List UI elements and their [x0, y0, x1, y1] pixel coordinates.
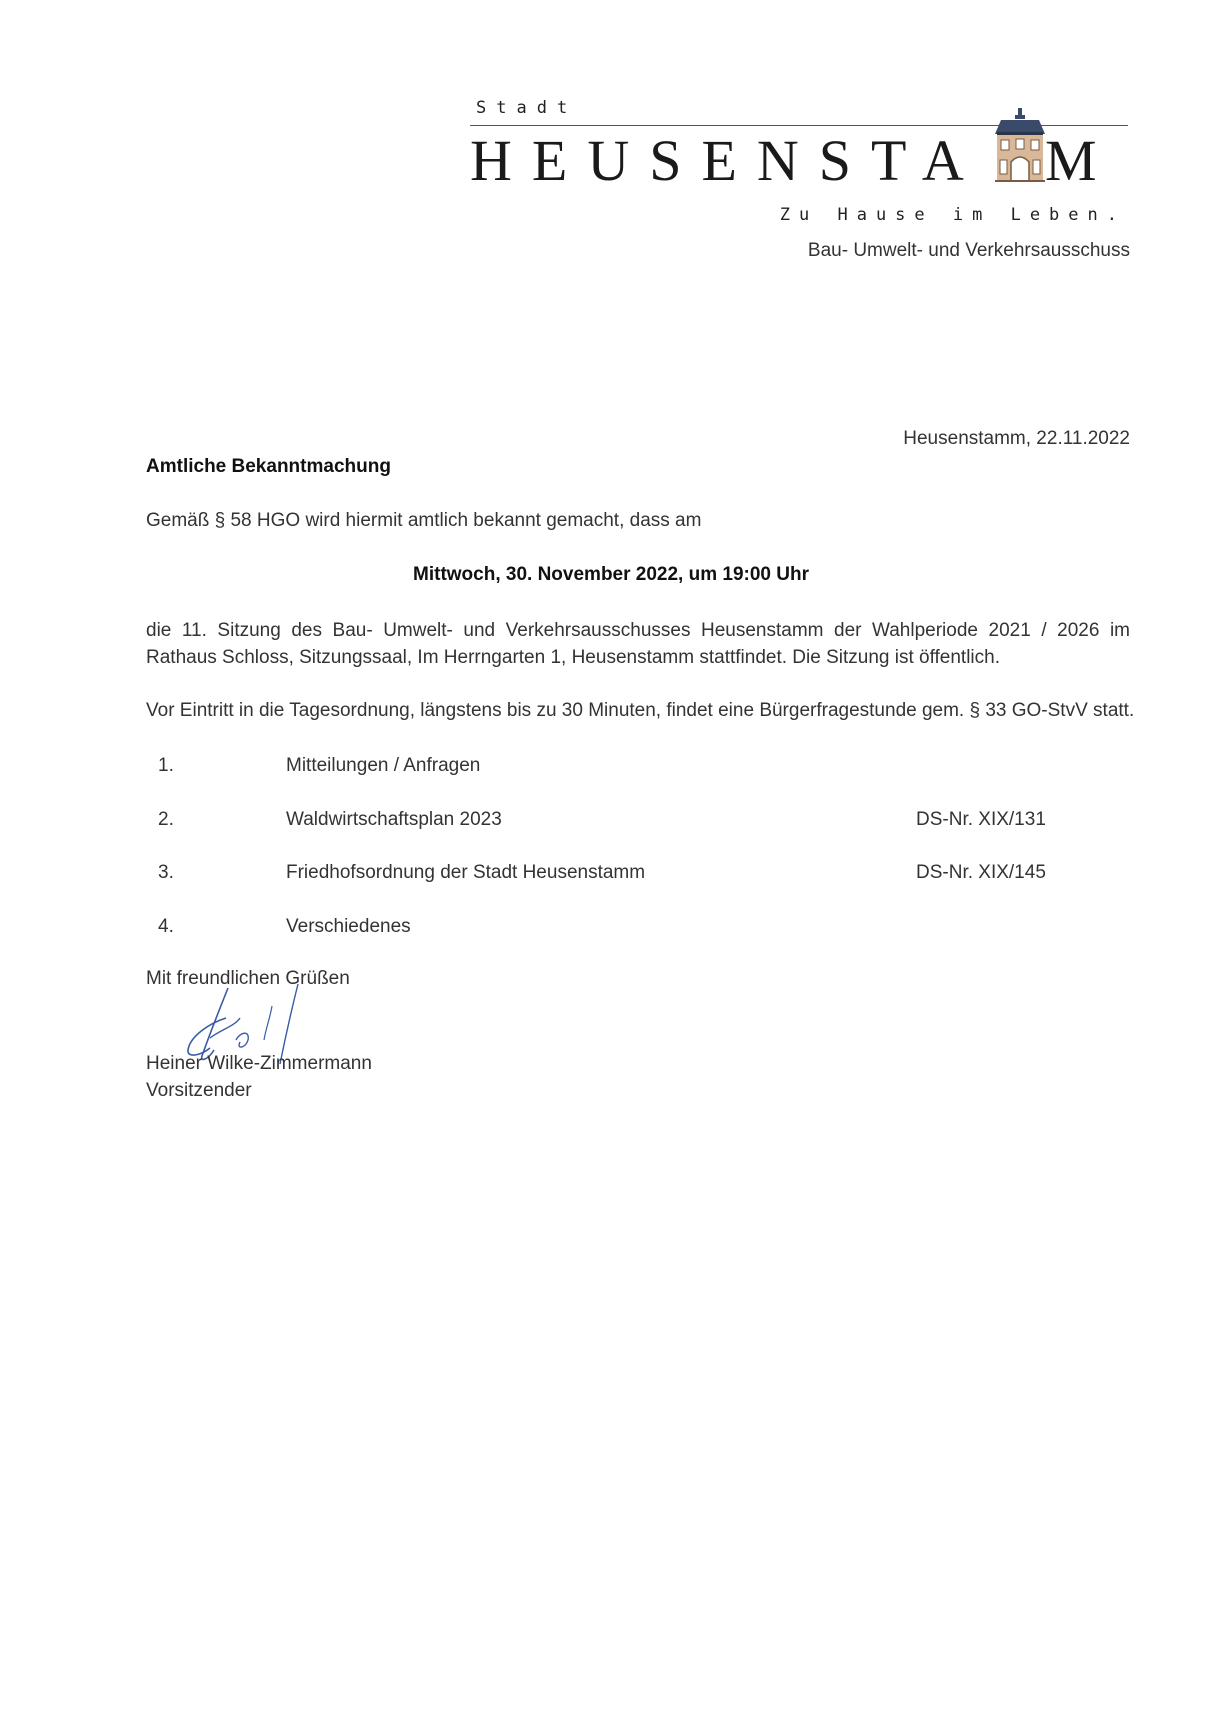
- castle-building-icon: [991, 106, 1049, 182]
- meeting-details: die 11. Sitzung des Bau- Umwelt- und Verkehrsausschusses Heusenstamm der Wahlperiode 2021 / 2026 im Rathaus Schloss, Sitzungssaal, Im Herrngarten 1, Heusenstamm stattfindet. Die Sitzung ist öffentlich.: [146, 620, 1130, 668]
- agenda-topic: Mitteilungen / Anfragen: [286, 755, 481, 776]
- logo-name-end: M: [1045, 128, 1117, 193]
- city-logo: [470, 98, 1130, 228]
- logo-prefix: Stadt: [476, 98, 578, 118]
- agenda-number: 4.: [158, 916, 174, 937]
- agenda-number: 1.: [158, 755, 174, 776]
- notice-title: Amtliche Bekanntmachung: [146, 456, 391, 477]
- notice-intro: Gemäß § 58 HGO wird hiermit amtlich bekannt gemacht, dass am: [146, 510, 702, 531]
- closing-greeting: Mit freundlichen Grüßen: [146, 968, 350, 989]
- committee-name: Bau- Umwelt- und Verkehrsausschuss: [807, 240, 1130, 261]
- agenda-number: 2.: [158, 809, 174, 830]
- agenda-topic: Waldwirtschaftsplan 2023: [286, 809, 502, 830]
- meeting-date: Mittwoch, 30. November 2022, um 19:00 Uhr: [413, 564, 809, 585]
- agenda-topic: Verschiedenes: [286, 916, 411, 937]
- agenda-topic: Friedhofsordnung der Stadt Heusenstamm: [286, 862, 646, 883]
- signer-name: Heiner Wilke-Zimmermann: [146, 1053, 372, 1074]
- signer-block: [146, 1050, 372, 1104]
- citizen-question-hour: Vor Eintritt in die Tagesordnung, längstens bis zu 30 Minuten, findet eine Bürgerfragestunde gem. § 33 GO-StvV statt.: [146, 700, 1135, 721]
- agenda-number: 3.: [158, 862, 174, 883]
- agenda-reference: DS-Nr. XIX/131: [916, 809, 1046, 830]
- logo-wordmark: [470, 128, 1117, 193]
- logo-tagline: Zu Hause im Leben.: [779, 205, 1126, 225]
- logo-name-start: HEUSENSTA: [470, 128, 984, 193]
- agenda-reference: DS-Nr. XIX/145: [916, 862, 1046, 883]
- signer-role: Vorsitzender: [146, 1080, 252, 1101]
- document-date: Heusenstamm, 22.11.2022: [903, 428, 1130, 449]
